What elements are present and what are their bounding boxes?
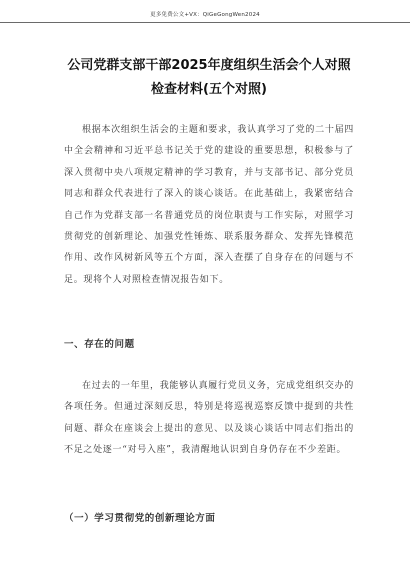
section-heading-problems: 一、存在的问题 [64,339,135,350]
header-divider [0,22,410,23]
subsection-heading-theory: （一）学习贯彻党的创新理论方面 [64,513,216,524]
intro-paragraph: 根据本次组织生活会的主题和要求，我认真学习了党的二十届四中全会精神和习近平总书记关于党的建设的重要思想，积极参与了深入贯彻中央八项规定精神的学习教育，并与支部书记、部分党员同志和群众代表进行了深入的谈心谈话。在此基础上，我紧密结合自己作为党群支部一名普通党员的岗位职责与工作实际，对照学习贯彻党的创新理论、加强党性锤炼、联系服务群众、发挥先锋模范作用、改作风树新风等五个方面，深入查摆了自身存在的问题与不足。现将个人对照检查情况报告如下。 [64,125,354,285]
header-banner: 更多免费公文+VX：QiGeGongWen2024 [150,12,260,18]
document-title: 公司党群支部干部2025年度组织生活会个人对照检查材料(五个对照) [67,58,351,97]
section-paragraph-problems: 在过去的一年里，我能够认真履行党员义务，完成党组织交办的各项任务。但通过深刻反思，特别是将巡视巡察反馈中提到的共性问题、群众在座谈会上提出的意见、以及谈心谈话中同志们指出的不足之处逐一“对号入座”，我清醒地认识到自身仍存在不少差距。 [64,381,354,456]
